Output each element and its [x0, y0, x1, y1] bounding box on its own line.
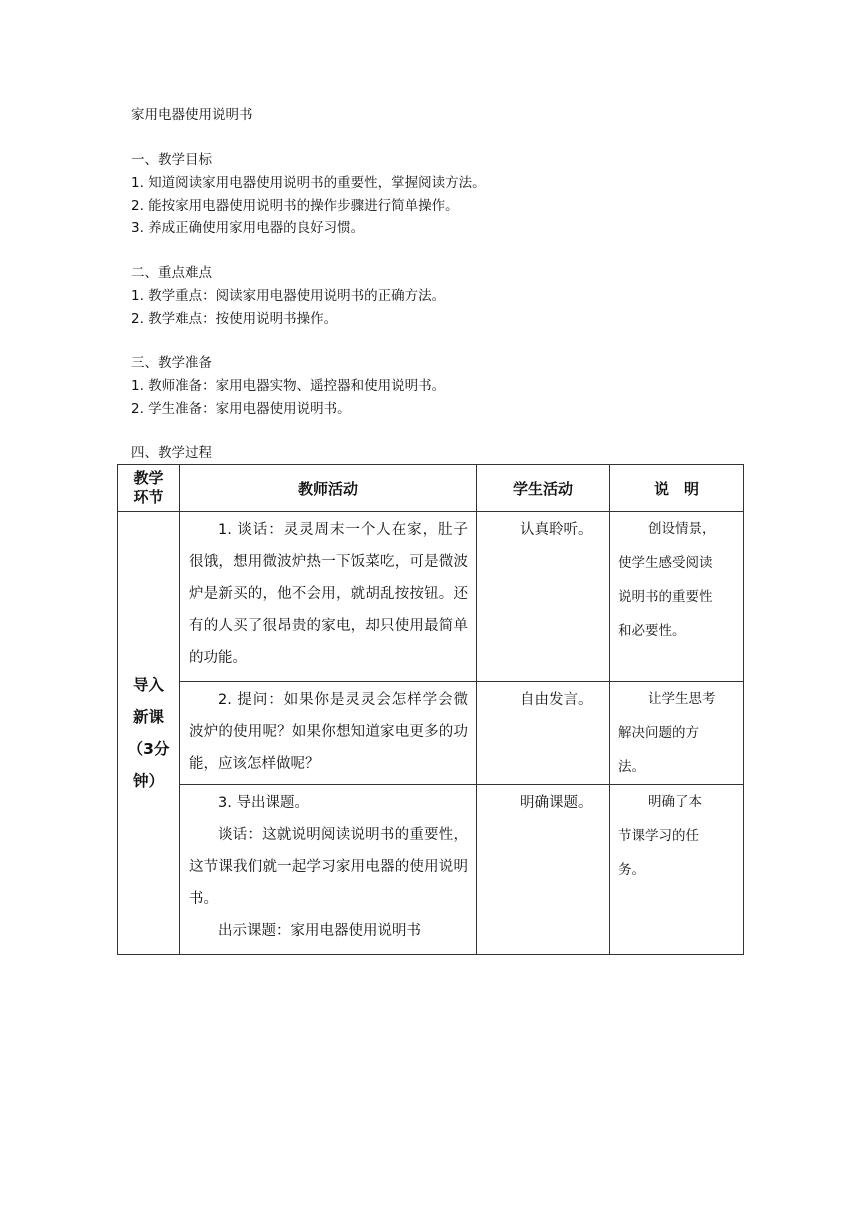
note-cell: 创设情景， 使学生感受阅读 说明书的重要性 和必要性。	[610, 512, 744, 682]
objective-item: 3. 养成正确使用家用电器的良好习惯。	[131, 220, 365, 236]
table-header-row	[118, 465, 744, 512]
note-cell: 让学生思考 解决问题的方 法。	[610, 682, 744, 785]
teacher-activity-cell: 3. 导出课题。 谈话：这就说明阅读说明书的重要性，这节课我们就一起学习家用电器的使用说明书。 出示课题：家用电器使用说明书	[180, 785, 477, 955]
document-title: 家用电器使用说明书	[131, 107, 253, 123]
header-teacher-activity: 教师活动	[180, 465, 477, 512]
teacher-activity-cell: 2. 提问：如果你是灵灵会怎样学会微波炉的使用呢？如果你想知道家电更多的功能，应该怎样做呢？	[180, 682, 477, 785]
objective-item: 2. 能按家用电器使用说明书的操作步骤进行简单操作。	[131, 198, 459, 214]
stage-cell: 导入 新课 （3分 钟）	[118, 512, 180, 955]
section-heading-objectives: 一、教学目标	[131, 152, 212, 168]
header-student-activity: 学生活动	[477, 465, 610, 512]
table-row	[118, 785, 744, 955]
teacher-activity-cell: 1. 谈话：灵灵周末一个人在家，肚子很饿，想用微波炉热一下饭菜吃，可是微波炉是新买的，他不会用，就胡乱按按钮。还有的人买了很昂贵的家电，却只使用最简单的功能。	[180, 512, 477, 682]
note-cell: 明确了本 节课学习的任 务。	[610, 785, 744, 955]
objective-item: 1. 知道阅读家用电器使用说明书的重要性，掌握阅读方法。	[131, 175, 486, 191]
table-row	[118, 512, 744, 682]
student-activity-cell: 认真聆听。	[477, 512, 610, 682]
preparation-item: 1. 教师准备：家用电器实物、遥控器和使用说明书。	[131, 378, 446, 394]
lesson-process-table	[117, 464, 744, 955]
preparation-item: 2. 学生准备：家用电器使用说明书。	[131, 401, 351, 417]
section-heading-key-points: 二、重点难点	[131, 265, 212, 281]
header-note: 说 明	[610, 465, 744, 512]
student-activity-cell: 明确课题。	[477, 785, 610, 955]
section-heading-process: 四、教学过程	[131, 445, 212, 461]
table-row	[118, 682, 744, 785]
header-stage: 教学 环节	[118, 465, 180, 512]
key-point-item: 1. 教学重点：阅读家用电器使用说明书的正确方法。	[131, 288, 446, 304]
key-point-item: 2. 教学难点：按使用说明书操作。	[131, 311, 338, 327]
section-heading-preparation: 三、教学准备	[131, 355, 212, 371]
student-activity-cell: 自由发言。	[477, 682, 610, 785]
